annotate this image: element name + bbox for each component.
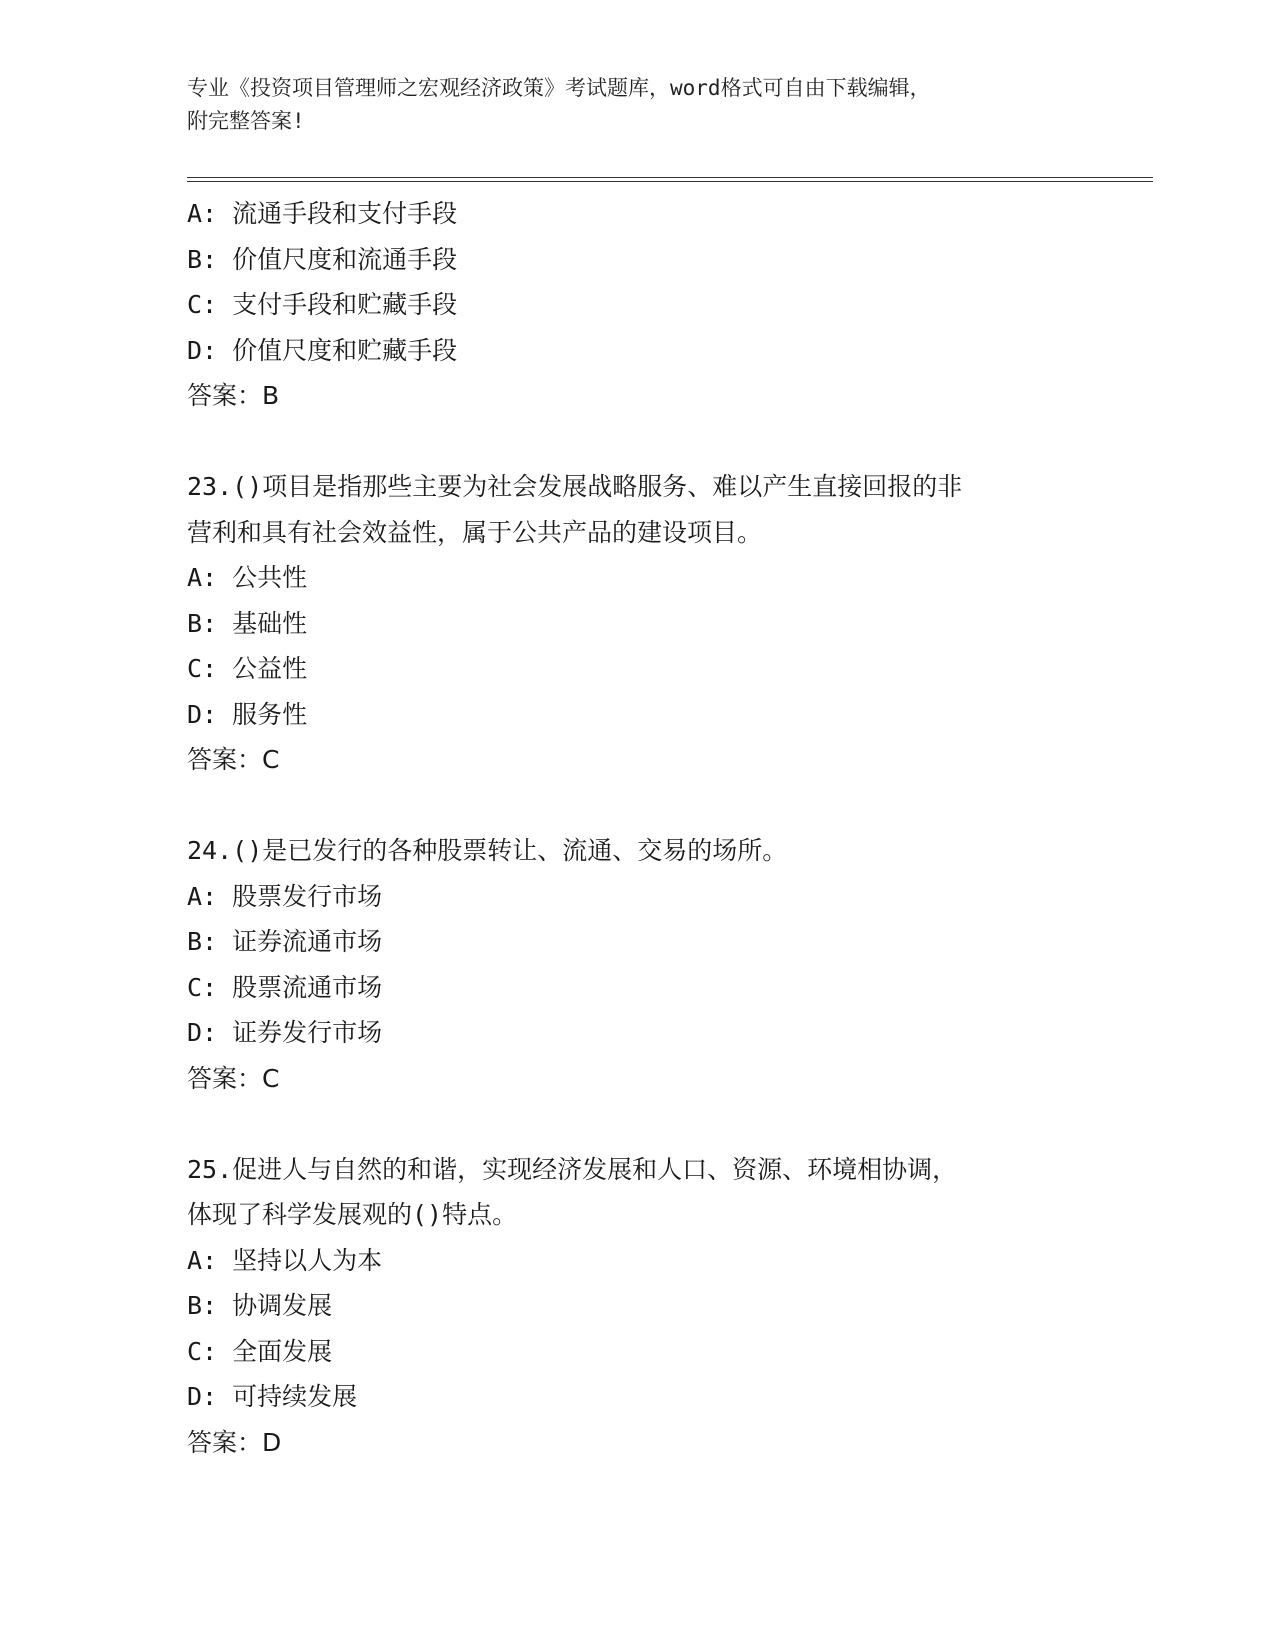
question-stem-line: 24.()是已发行的各种股票转让、流通、交易的场所。 xyxy=(187,836,788,865)
answer: 答案：D xyxy=(187,1427,282,1457)
option-d: D: 价值尺度和贮藏手段 xyxy=(187,335,458,365)
option-a: A: 股票发行市场 xyxy=(187,881,383,911)
option-c: C: 支付手段和贮藏手段 xyxy=(187,290,458,319)
option-b: B: 证券流通市场 xyxy=(187,927,383,956)
question-stem-line: 营利和具有社会效益性，属于公共产品的建设项目。 xyxy=(187,517,763,547)
answer: 答案：C xyxy=(187,1063,280,1093)
option-a: A: 坚持以人为本 xyxy=(187,1245,383,1275)
header-divider xyxy=(187,177,1153,182)
question-stem-line: 23.()项目是指那些主要为社会发展战略服务、难以产生直接回报的非 xyxy=(187,472,963,501)
option-d: D: 证券发行市场 xyxy=(187,1018,383,1047)
option-d: D: 可持续发展 xyxy=(187,1382,358,1411)
option-a: A: 流通手段和支付手段 xyxy=(187,199,458,228)
answer: 答案：C xyxy=(187,745,280,774)
answer: 答案：B xyxy=(187,381,280,410)
question-list xyxy=(187,191,1087,1465)
option-b: B: 价值尺度和流通手段 xyxy=(187,244,458,274)
option-b: B: 协调发展 xyxy=(187,1291,333,1320)
option-c: C: 公益性 xyxy=(187,654,308,683)
question-stem-line: 25.促进人与自然的和谐，实现经济发展和人口、资源、环境相协调， xyxy=(187,1154,958,1184)
option-a: A: 公共性 xyxy=(187,563,308,592)
header-line-2: 附完整答案! xyxy=(187,109,305,133)
header-line-1: 专业《投资项目管理师之宏观经济政策》考试题库，word格式可自由下载编辑， xyxy=(187,76,931,100)
document-header xyxy=(187,72,1067,138)
question-stem-line: 体现了科学发展观的()特点。 xyxy=(187,1200,518,1229)
option-c: C: 全面发展 xyxy=(187,1336,333,1366)
option-c: C: 股票流通市场 xyxy=(187,972,383,1002)
question-25 xyxy=(187,1147,1087,1466)
question-24 xyxy=(187,828,1087,1101)
question-22 xyxy=(187,191,1087,419)
question-23 xyxy=(187,464,1087,783)
option-d: D: 服务性 xyxy=(187,699,308,729)
option-b: B: 基础性 xyxy=(187,608,308,638)
